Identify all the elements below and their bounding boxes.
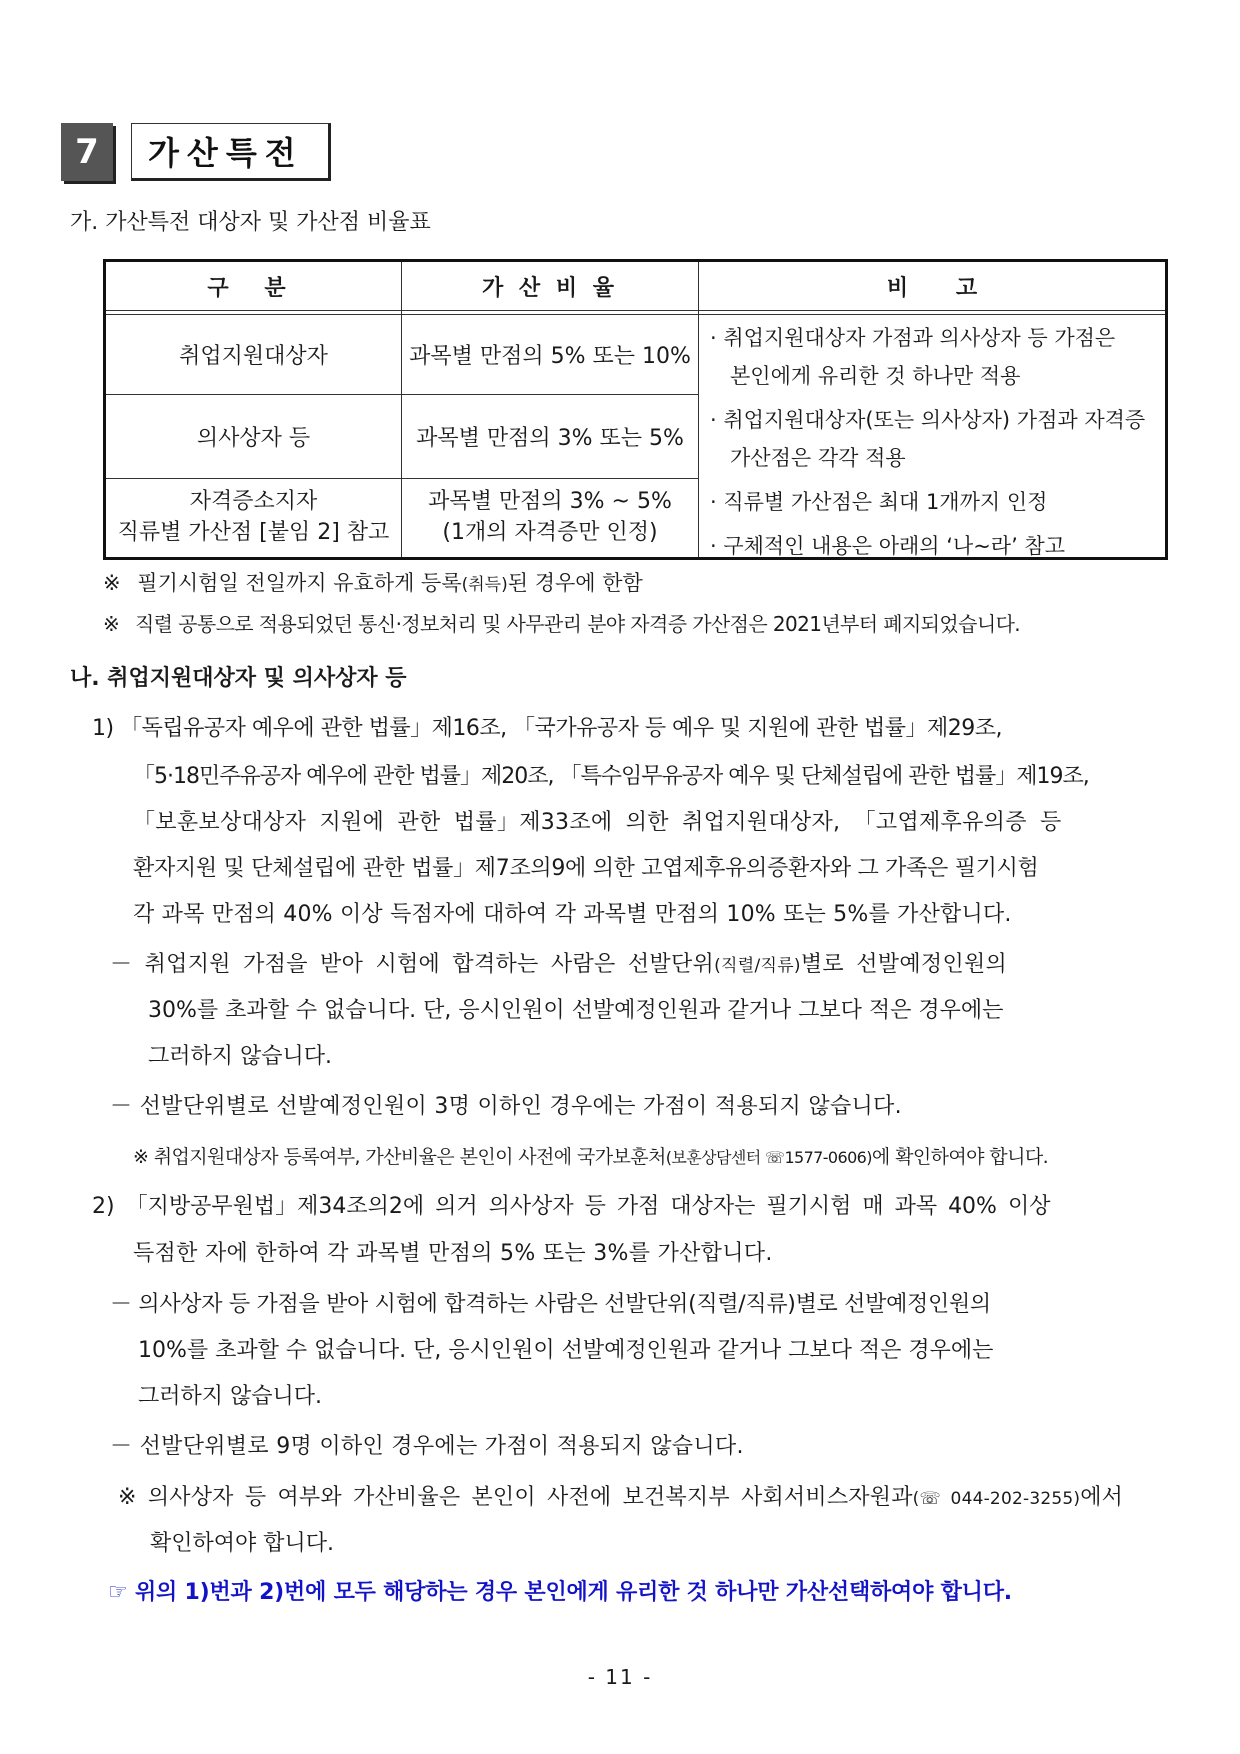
item2-bullet1-line2: 10%를 초과할 수 없습니다. 단, 응시인원이 선발예정인원과 같거나 그보다 적은 경우에는	[138, 1338, 994, 1363]
note-line: · 구체적인 내용은 아래의 ‘나~라’ 참고	[710, 534, 1066, 558]
item1-line: 「보훈보상대상자 지원에 관한 법률」제33조에 의한 취업지원대상자, 「고엽제후유의증 등	[133, 810, 1062, 835]
subsection-b-title: 나. 취업지원대상자 및 의사상자 등	[70, 666, 407, 691]
note-line: · 취업지원대상자 가점과 의사상자 등 가점은	[710, 326, 1116, 350]
note-text: 에서	[1080, 1485, 1124, 1510]
note-text: ※ 취업지원대상자 등록여부, 가산비율은 본인이 사전에 국가보훈처	[133, 1146, 666, 1168]
section-number: 7	[61, 123, 113, 181]
item2-line: 2) 「지방공무원법」제34조의2에 의거 의사상자 등 가점 대상자는 필기시험 매 과목 40% 이상	[92, 1194, 1051, 1219]
note-line: · 취업지원대상자(또는 의사상자) 가점과 자격증	[710, 408, 1146, 432]
item1-bullet1-line1	[110, 954, 1170, 976]
table-column-divider	[698, 262, 699, 557]
cell-text: 과목별 만점의 5% 또는 10%	[409, 344, 691, 369]
footnote	[103, 614, 1020, 634]
bullet-text: 별로 선발예정인원의	[800, 952, 1008, 977]
item1-line: 각 과목 만점의 40% 이상 득점자에 대하여 각 과목별 만점의 10% 또는 5%를 가산합니다.	[133, 902, 1012, 927]
table-header-ratio: 가 산 비 율	[482, 275, 618, 301]
cell-text: 취업지원대상자	[179, 344, 328, 369]
item2-note-line2: 확인하여야 합니다.	[150, 1531, 335, 1556]
item2-bullet1-line3: 그러하지 않습니다.	[138, 1384, 323, 1409]
note-line: 본인에게 유리한 것 하나만 적용	[730, 364, 1021, 388]
footnote-mark: ※	[103, 571, 121, 595]
cell-text: 과목별 만점의 3% 또는 5%	[416, 426, 684, 451]
bullet-text: － 취업지원 가점을 받아 시험에 합격하는 사람은 선발단위	[110, 952, 715, 977]
item1-line: 1) 「독립유공자 예우에 관한 법률」제16조, 「국가유공자 등 예우 및 지원에 관한 법률」제29조,	[92, 716, 1003, 741]
item1-line: 환자지원 및 단체설립에 관한 법률」제7조의9에 의한 고엽제후유의증환자와 그 가족은 필기시험	[133, 856, 1039, 881]
note-text: 에 확인하여야 합니다.	[871, 1146, 1049, 1168]
item1-bullet1-line2: 30%를 초과할 수 없습니다. 단, 응시인원이 선발예정인원과 같거나 그보다 적은 경우에는	[148, 998, 1004, 1023]
footnote-small-text: (취득)	[461, 575, 508, 595]
subsection-a-title: 가. 가산특전 대상자 및 가산점 비율표	[70, 210, 431, 235]
footnote-text: 된 경우에 한함	[507, 571, 643, 595]
item2-line: 득점한 자에 한하여 각 과목별 만점의 5% 또는 3%를 가산합니다.	[133, 1241, 773, 1266]
item1-bullet1-line3: 그러하지 않습니다.	[148, 1044, 333, 1069]
table-row-ratio	[402, 315, 698, 394]
note-text: ※ 의사상자 등 여부와 가산비율은 본인이 사전에 보건복지부 사회서비스자원과	[118, 1485, 913, 1510]
cell-text: 과목별 만점의 3% ~ 5%	[428, 489, 672, 515]
table-row-category	[106, 315, 401, 394]
item2-bullet1-line1: － 의사상자 등 가점을 받아 시험에 합격하는 사람은 선발단위(직렬/직류)별로 선발예정인원의	[110, 1292, 991, 1317]
table-header-note: 비 고	[886, 275, 978, 301]
footnote	[103, 573, 643, 594]
table-header-category: 구 분	[207, 275, 300, 301]
item1-note	[133, 1148, 1048, 1167]
item2-note-line1	[118, 1487, 1173, 1509]
emphasis-note: ☞ 위의 1)번과 2)번에 모두 해당하는 경우 본인에게 유리한 것 하나만 가산선택하여야 합니다.	[108, 1580, 1012, 1605]
cell-text: 직류별 가산점 [붙임 2] 참고	[117, 520, 390, 545]
note-line: · 직류별 가산점은 최대 1개까지 인정	[710, 490, 1048, 514]
cell-text: 의사상자 등	[196, 426, 311, 451]
footnote-text: 직렬 공통으로 적용되었던 통신·정보처리 및 사무관리 분야 자격증 가산점은 2021년부터 폐지되었습니다.	[134, 612, 1021, 636]
table-row-ratio	[402, 479, 698, 557]
note-small-text: (☏ 044-202-3255)	[912, 1489, 1081, 1509]
table-header-divider	[106, 310, 1165, 311]
footnote-text: 필기시험일 전일까지 유효하게 등록	[137, 571, 462, 595]
item1-bullet2: － 선발단위별로 선발예정인원이 3명 이하인 경우에는 가점이 적용되지 않습니다.	[110, 1094, 902, 1119]
table-notes	[710, 322, 1160, 568]
footnote-mark: ※	[103, 612, 120, 636]
item1-line: 「5·18민주유공자 예우에 관한 법률」제20조, 「특수임무유공자 예우 및 단체설립에 관한 법률」제19조,	[133, 764, 1089, 789]
item2-bullet2: － 선발단위별로 9명 이하인 경우에는 가점이 적용되지 않습니다.	[110, 1434, 744, 1459]
table-row-ratio	[402, 395, 698, 478]
table-row-category	[106, 395, 401, 478]
cell-text: (1개의 자격증만 인정)	[442, 520, 658, 545]
page-number: - 11 -	[587, 1665, 653, 1689]
note-small-text: (보훈상담센터 ☏1577-0606)	[665, 1148, 872, 1167]
bonus-rate-table	[103, 259, 1168, 560]
cell-text: 자격증소지자	[189, 489, 318, 515]
table-row-category	[106, 479, 401, 557]
section-title: 가산특전	[131, 123, 331, 181]
bullet-small-text: (직렬/직류)	[714, 956, 801, 976]
note-line: 가산점은 각각 적용	[730, 446, 906, 470]
